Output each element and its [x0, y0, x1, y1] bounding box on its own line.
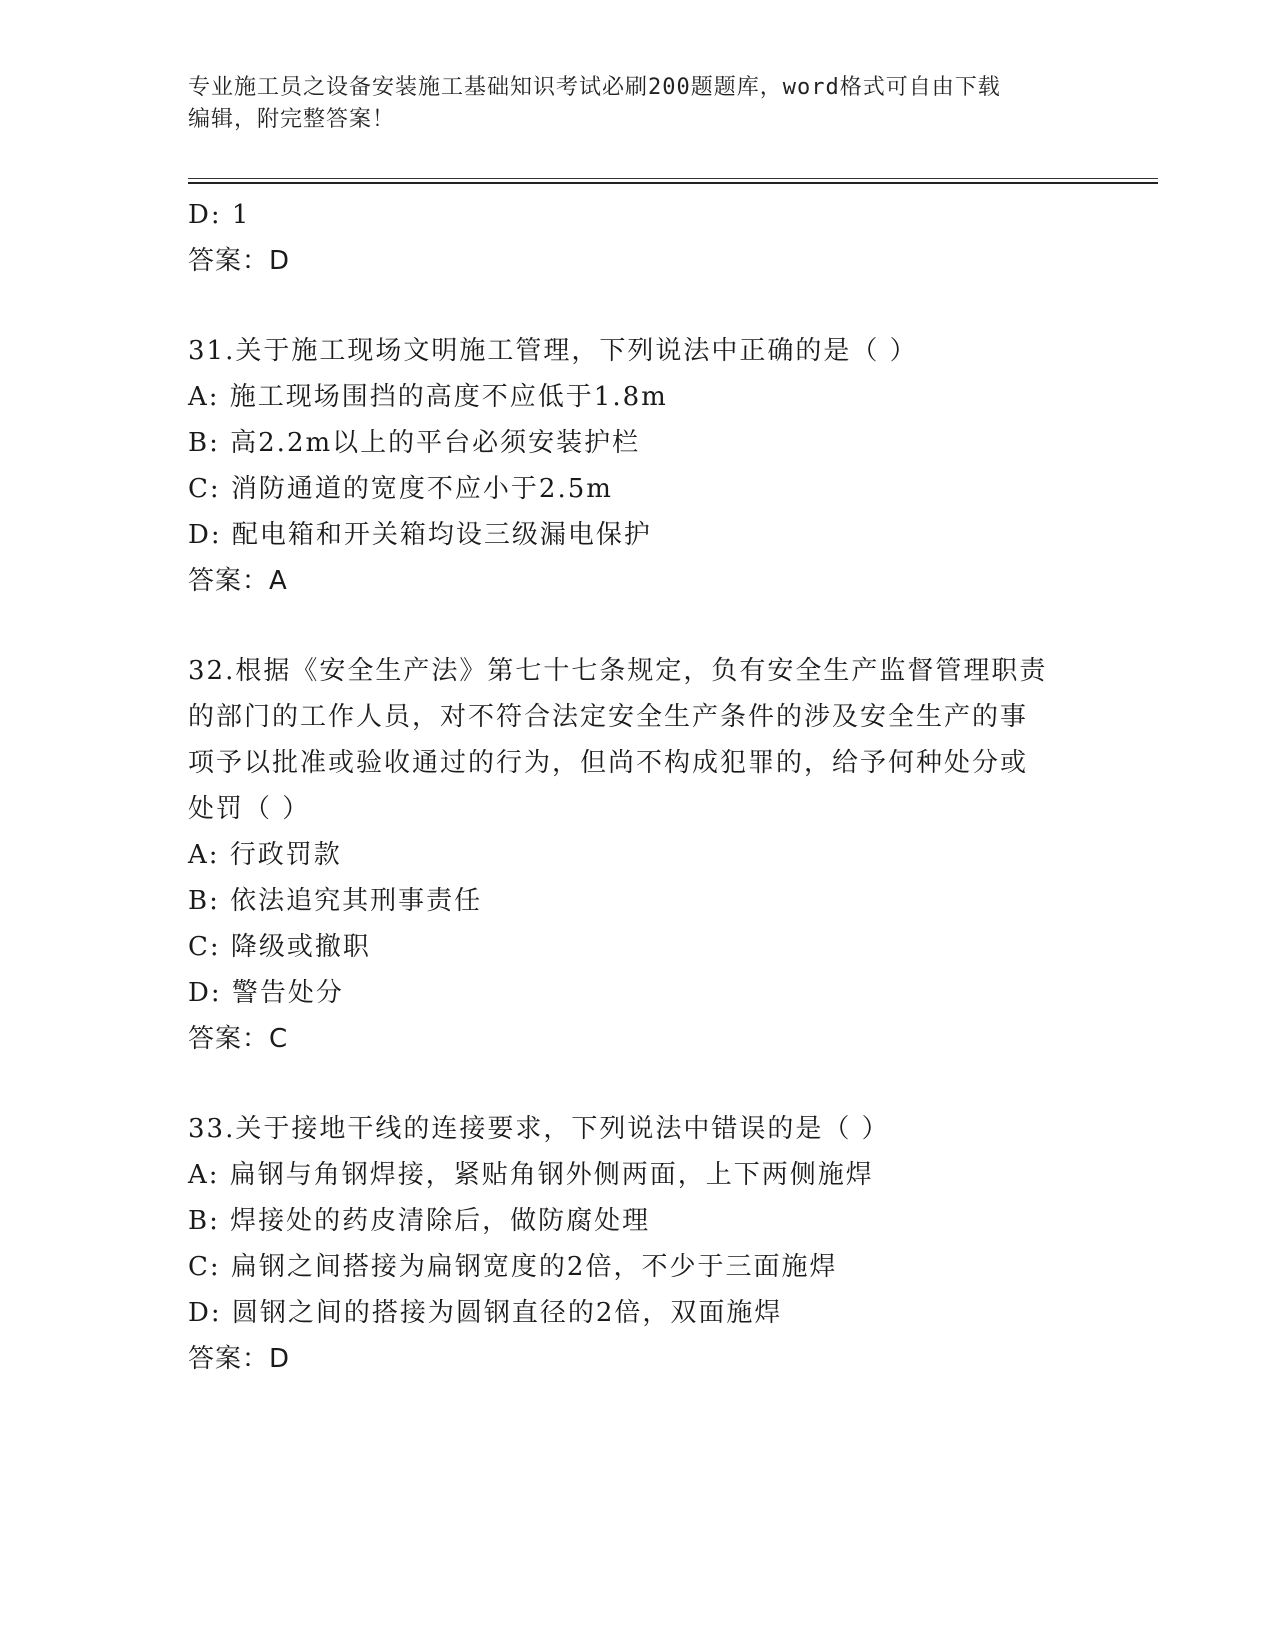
question-31	[188, 328, 1088, 604]
option-b: B: 焊接处的药皮清除后，做防腐处理	[188, 1206, 651, 1236]
option-d: D: 配电箱和开关箱均设三级漏电保护	[188, 520, 652, 550]
header-divider-thin	[188, 178, 1158, 179]
option-c: C: 扁钢之间搭接为扁钢宽度的2倍，不少于三面施焊	[188, 1252, 838, 1282]
option-c: C: 消防通道的宽度不应小于2.5m	[188, 474, 613, 504]
question-32	[188, 648, 1088, 1062]
header-line-1: 专业施工员之设备安装施工基础知识考试必刷200题题库，word格式可自由下载	[188, 75, 1001, 100]
question-stem-line-3: 项予以批准或验收通过的行为，但尚不构成犯罪的，给予何种处分或	[188, 748, 1029, 778]
question-stem-line-4: 处罚（ ）	[188, 794, 311, 824]
option-b: B: 高2.2m以上的平台必须安装护栏	[188, 428, 641, 458]
document-header	[188, 72, 1068, 136]
header-divider-thick	[188, 182, 1158, 184]
answer-line: 答案：D	[188, 246, 291, 276]
question-stem: 33.关于接地干线的连接要求，下列说法中错误的是（ ）	[188, 1114, 890, 1144]
option-d: D: 1	[188, 200, 251, 230]
question-33	[188, 1106, 1088, 1382]
question-stem-line-2: 的部门的工作人员，对不符合法定安全生产条件的涉及安全生产的事	[188, 702, 1029, 732]
answer-line: 答案：A	[188, 566, 288, 596]
question-stem-line-1: 32.根据《安全生产法》第七十七条规定，负有安全生产监督管理职责	[188, 656, 1048, 686]
option-d: D: 圆钢之间的搭接为圆钢直径的2倍，双面施焊	[188, 1298, 783, 1328]
previous-question-tail	[188, 192, 1088, 284]
option-a: A: 扁钢与角钢焊接，紧贴角钢外侧两面，上下两侧施焊	[188, 1160, 874, 1190]
question-list	[188, 192, 1088, 1382]
option-c: C: 降级或撤职	[188, 932, 371, 962]
header-line-2: 编辑，附完整答案！	[188, 107, 396, 132]
answer-line: 答案：D	[188, 1344, 291, 1374]
question-stem: 31.关于施工现场文明施工管理，下列说法中正确的是（ ）	[188, 336, 918, 366]
option-d: D: 警告处分	[188, 978, 344, 1008]
option-a: A: 施工现场围挡的高度不应低于1.8m	[188, 382, 668, 412]
answer-line: 答案：C	[188, 1024, 289, 1054]
option-a: A: 行政罚款	[188, 840, 342, 870]
option-b: B: 依法追究其刑事责任	[188, 886, 483, 916]
